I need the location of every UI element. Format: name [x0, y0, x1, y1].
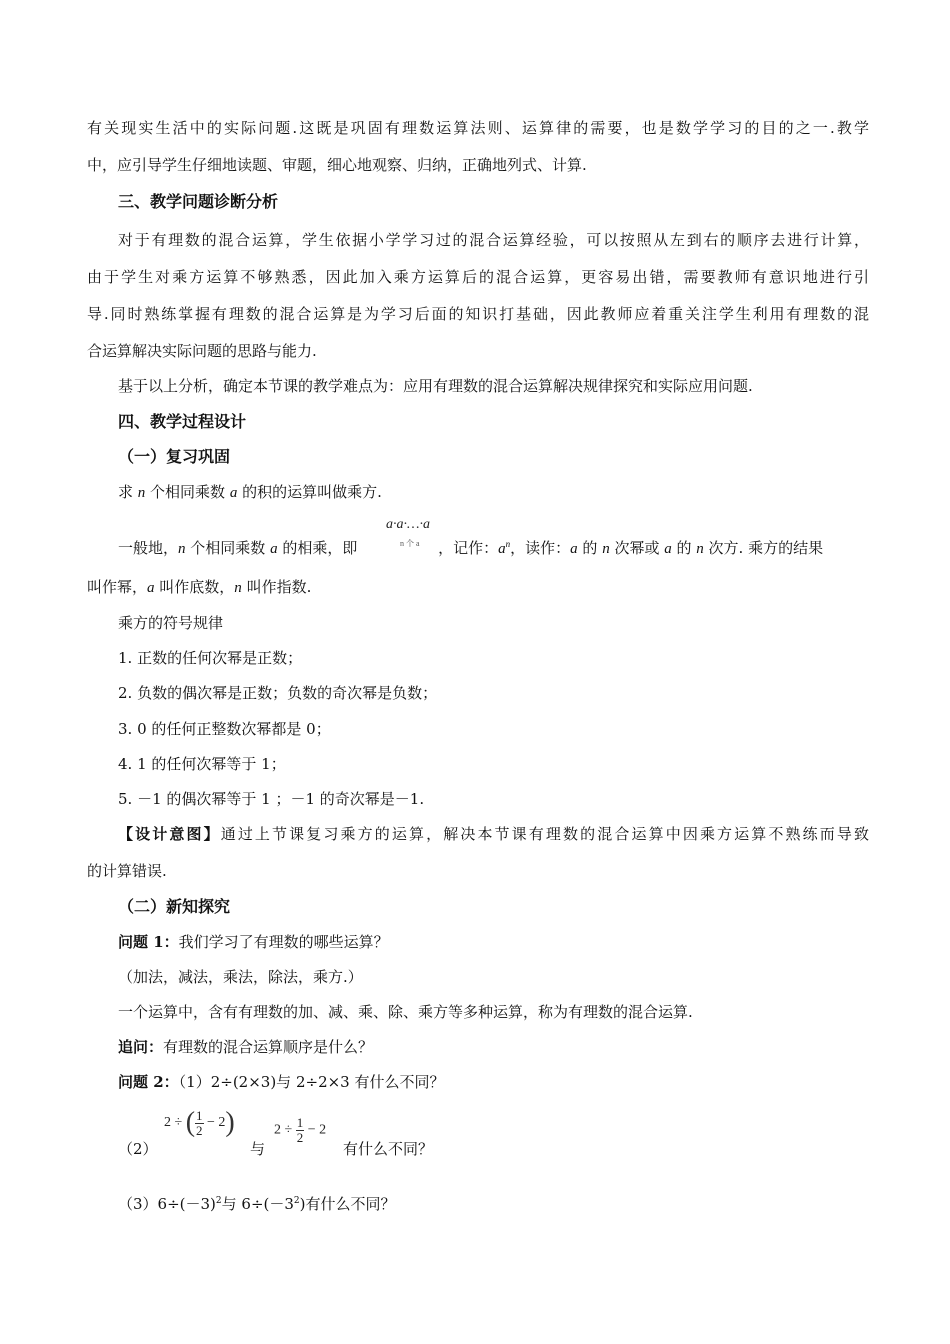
product-formula-brace: n 个 a: [400, 539, 420, 548]
question-2-part-3: $(3)6\div(-3)^2$与 $6\div(-3^2)$有什么不同？: [118, 1195, 396, 1213]
design-intent-tag: 【设计意图】: [118, 825, 221, 843]
section-3-p2: 基于以上分析，确定本节课的教学难点为：应用有理数的混合运算解决规律探究和实际应用问题.: [118, 377, 753, 395]
rule-item: 3. 0 的任何正整数次幂都是 0；: [118, 720, 331, 738]
design-intent-line-1: 【设计意图】通过上节课复习乘方的运算，解决本节课有理数的混合运算中因乘方运算不熟练而导致: [118, 825, 869, 843]
answer-1: （加法，减法，乘法，除法，乘方.）: [118, 968, 363, 986]
mixed-operation-definition: 一个运算中，含有有理数的加、减、乘、除、乘方等多种运算，称为有理数的混合运算.: [118, 1003, 693, 1021]
subsection-1-title: （一）复习巩固: [118, 447, 231, 466]
section-4-title: 四、教学过程设计: [118, 412, 247, 431]
rules-title: 乘方的符号规律: [118, 614, 224, 632]
rule-item: 1. 正数的任何次幂是正数；: [118, 649, 303, 667]
section-3-p1-line-2: 由于学生对乘方运算不够熟悉，因此加入乘方运算后的混合运算，更容易出错，需要教师有意识地进行引: [87, 268, 869, 286]
definition-line-2: 一般地，n 个相同乘数 a 的相乘，即 ，记作：$a^n$，读作：a 的 n 次幂或 a 的 n 次方. 乘方的结果: [118, 539, 824, 557]
question-2-part-1: 问题 2：（1）2÷(2×3)与 2÷2×3 有什么不同？: [118, 1073, 445, 1091]
intro-line-2: 中，应引导学生仔细地读题、审题，细心地观察、归纳，正确地列式、计算.: [87, 156, 587, 174]
section-3-p1-line-3: 导.同时熟练掌握有理数的混合运算是为学习后面的知识打基础，因此教师应着重关注学生利用有理数的混: [87, 305, 869, 323]
product-formula: a·a·…·a: [386, 517, 430, 532]
expression-without-parentheses: 2 ÷ $\frac{1}{2}$ − 2: [274, 1115, 327, 1145]
section-3-p1-line-4: 合运算解决实际问题的思路与能力.: [87, 342, 317, 360]
definition-line-3: 叫作幂，a 叫作底数，n 叫作指数.: [87, 578, 312, 596]
section-3-p1-line-1: 对于有理数的混合运算，学生依据小学学习过的混合运算经验，可以按照从左到右的顺序去进行计算，: [118, 231, 869, 249]
subsection-2-title: （二）新知探究: [118, 897, 231, 916]
question-1: 问题 1：我们学习了有理数的哪些运算？: [118, 933, 389, 951]
question-2-part-2-label: （2）: [118, 1140, 158, 1158]
question-2-part-2-tail: 有什么不同？: [343, 1140, 434, 1158]
rule-item: 5. －1 的偶次幂等于 1 ；－1 的奇次幂是－1.: [118, 790, 425, 808]
section-3-title: 三、教学问题诊断分析: [118, 192, 279, 211]
comparison-word: 与: [250, 1140, 266, 1158]
definition-line-1: 求 n 个相同乘数 a 的积的运算叫做乘方.: [118, 483, 382, 501]
rule-item: 2. 负数的偶次幂是正数；负数的奇次幂是负数；: [118, 684, 438, 702]
design-intent-line-2: 的计算错误.: [87, 862, 167, 880]
follow-up-question: 追问：有理数的混合运算顺序是什么？: [118, 1038, 374, 1056]
expression-with-parentheses: 2 ÷ ( $\frac{1}{2}$ − 2): [164, 1107, 235, 1138]
intro-line-1: 有关现实生活中的实际问题.这既是巩固有理数运算法则、运算律的需要，也是数学学习的目的之一.教学: [87, 119, 869, 137]
rule-item: 4. 1 的任何次幂等于 1；: [118, 755, 286, 773]
